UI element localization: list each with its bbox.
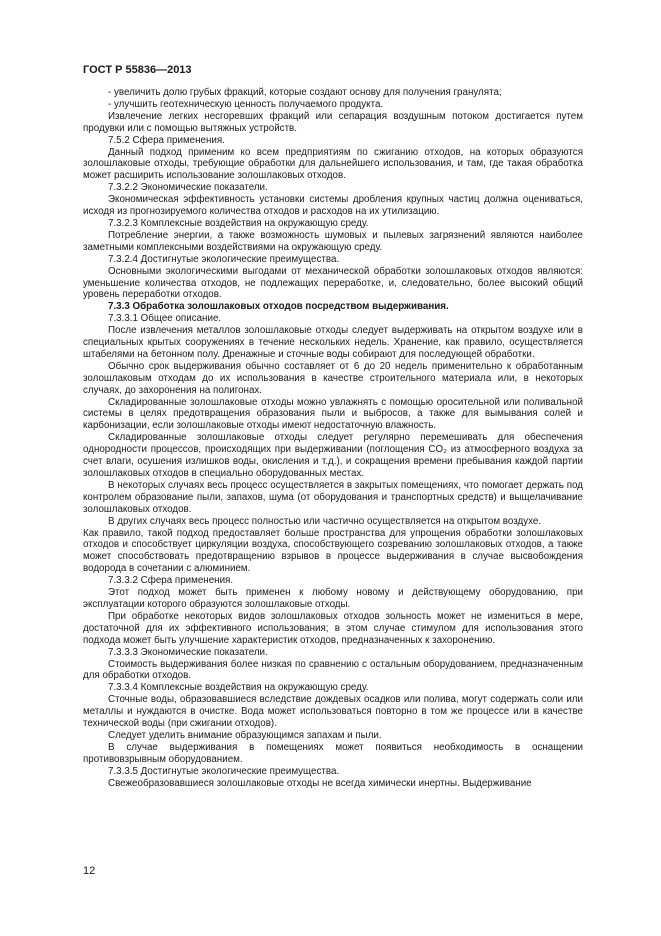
section-heading: 7.3.3.3 Экономические показатели. <box>108 646 268 658</box>
section-heading: 7.5.2 Сфера применения. <box>108 134 225 146</box>
paragraph: Этот подход может быть применен к любому новому и действующему оборудованию, при эксплуатации которого образуются золошлаковые отходы. <box>83 587 583 610</box>
section-title: 7.3.3 Обработка золошлаковых отходов посредством выдерживания. <box>108 301 449 313</box>
page-number: 12 <box>83 865 96 877</box>
paragraph: В других случаях весь процесс полностью или частично осуществляется на открытом воздухе. <box>108 515 542 527</box>
paragraph: После извлечения металлов золошлаковые отходы следует выдерживать на открытом воздухе или в специальных крытых сооружениях в течение нескольких недель. Хранение, как правило, осуществляется штабелями на бетонном полу. Дренажные и сточные воды собирают для последующей обработки. <box>83 325 583 360</box>
paragraph: Как правило, такой подход предоставляет больше пространства для упрощения обработки золошлаковых отходов и способствует циркуляции воздуха, способствующего созреванию золошлаковых отходов, а также может способствовать предотвращению взрывов в процессе выдерживания в случае высвобождения водорода в сочетании с алюминием. <box>83 527 583 575</box>
paragraph: Складированные золошлаковые отходы следует регулярно перемешивать для обеспечения однородности процессов, происходящих при выдерживании (поглощения CO₂ из атмосферного воздуха за счет влаги, осушения излишков воды, окисления и т.д.), и сокращения времени пребывания каждой партии золошлаковых отходов в специально оборудованных местах. <box>83 432 583 479</box>
document-header: ГОСТ Р 55836—2013 <box>83 64 192 76</box>
section-heading: 7.3.2.4 Достигнутые экологические преимущества. <box>108 253 340 265</box>
paragraph: Извлечение легких несгоревших фракций или сепарация воздушным потоком достигается путем продувки или с помощью вытяжных устройств. <box>83 110 583 134</box>
paragraph: Потребление энергии, а также возможность шумовых и пылевых загрязнений являются наиболее заметными комплексными воздействиями на окружающую среду. <box>83 229 583 253</box>
section-heading: 7.3.2.3 Комплексные воздействия на окружающую среду. <box>108 217 369 229</box>
paragraph: При обработке некоторых видов золошлаковых отходов зольность может не измениться в мере, достаточной для их эффективного использования; в этом случае стимулом для использования этого подхода может быть улучшение характеристик отходов, предназначенных к захоронению. <box>83 610 583 646</box>
section-heading: 7.3.3.1 Общее описание. <box>108 313 222 325</box>
paragraph: Стоимость выдерживания более низкая по сравнению с остальным оборудованием, предназначенным для обработки отходов. <box>83 658 583 682</box>
section-heading: 7.3.2.2 Экономические показатели. <box>108 182 268 194</box>
section-heading: 7.3.3.4 Комплексные воздействия на окружающую среду. <box>108 682 369 694</box>
paragraph: В некоторых случаях весь процесс осуществляется в закрытых помещениях, что помогает держать под контролем образование пыли, запахов, шума (от оборудования и транспортных средств) и выщелачивание золошлаковых отходов. <box>83 479 583 515</box>
section-heading: 7.3.3.5 Достигнутые экологические преимущества. <box>108 765 340 777</box>
paragraph: Сточные воды, образовавшиеся вследствие дождевых осадков или полива, могут содержать соли или металлы и нуждаются в очистке. Вода может использоваться повторно в том же процессе или в качестве технической воды (при сжигании отходов). <box>83 694 583 730</box>
paragraph: - увеличить долю грубых фракций, которые создают основу для получения гранулята; <box>108 87 502 98</box>
paragraph: Обычно срок выдерживания обычно составляет от 6 до 20 недель применительно к обработанным золошлаковым отходам до их использования в качестве строительного материала или, в некоторых случаях, до захоронения на полигонах. <box>83 360 583 396</box>
paragraph: Складированные золошлаковые отходы можно увлажнять с помощью оросительной или поливальной системы в целях предотвращения образования пыли и выбросов, а также для вымывания солей и карбонизации, если золошлаковые отходы имеют недостаточную влажность. <box>83 396 583 432</box>
paragraph: В случае выдерживания в помещениях может появиться необходимость в оснащении противовзрывным оборудованием. <box>83 741 583 765</box>
paragraph: Данный подход применим ко всем предприятиям по сжиганию отходов, на которых образуются золошлаковые отходы, требующие обработки для дальнейшего использования, и там, где такая обработка может расширить использование золошлаковых отходов. <box>83 146 583 182</box>
paragraph: Основными экологическими выгодами от механической обработки золошлаковых отходов являются: уменьшение количества отходов, не подлежащих переработке, и, следовательно, более высокий общий уровень переработки отходов. <box>83 265 583 301</box>
paragraph: Свежеобразовавшиеся золошлаковые отходы не всегда химически инертны. Выдерживание <box>108 777 532 789</box>
document-body <box>83 87 583 789</box>
paragraph: Следует уделить внимание образующимся запахам и пыли. <box>108 729 382 741</box>
paragraph: Экономическая эффективность установки системы дробления крупных частиц должна оцениваться, исходя из прогнозируемого количества отходов и расходов на их утилизацию. <box>83 194 583 218</box>
paragraph: - улучшить геотехническую ценность получаемого продукта. <box>108 98 384 110</box>
section-heading: 7.3.3.2 Сфера применения. <box>108 575 234 587</box>
